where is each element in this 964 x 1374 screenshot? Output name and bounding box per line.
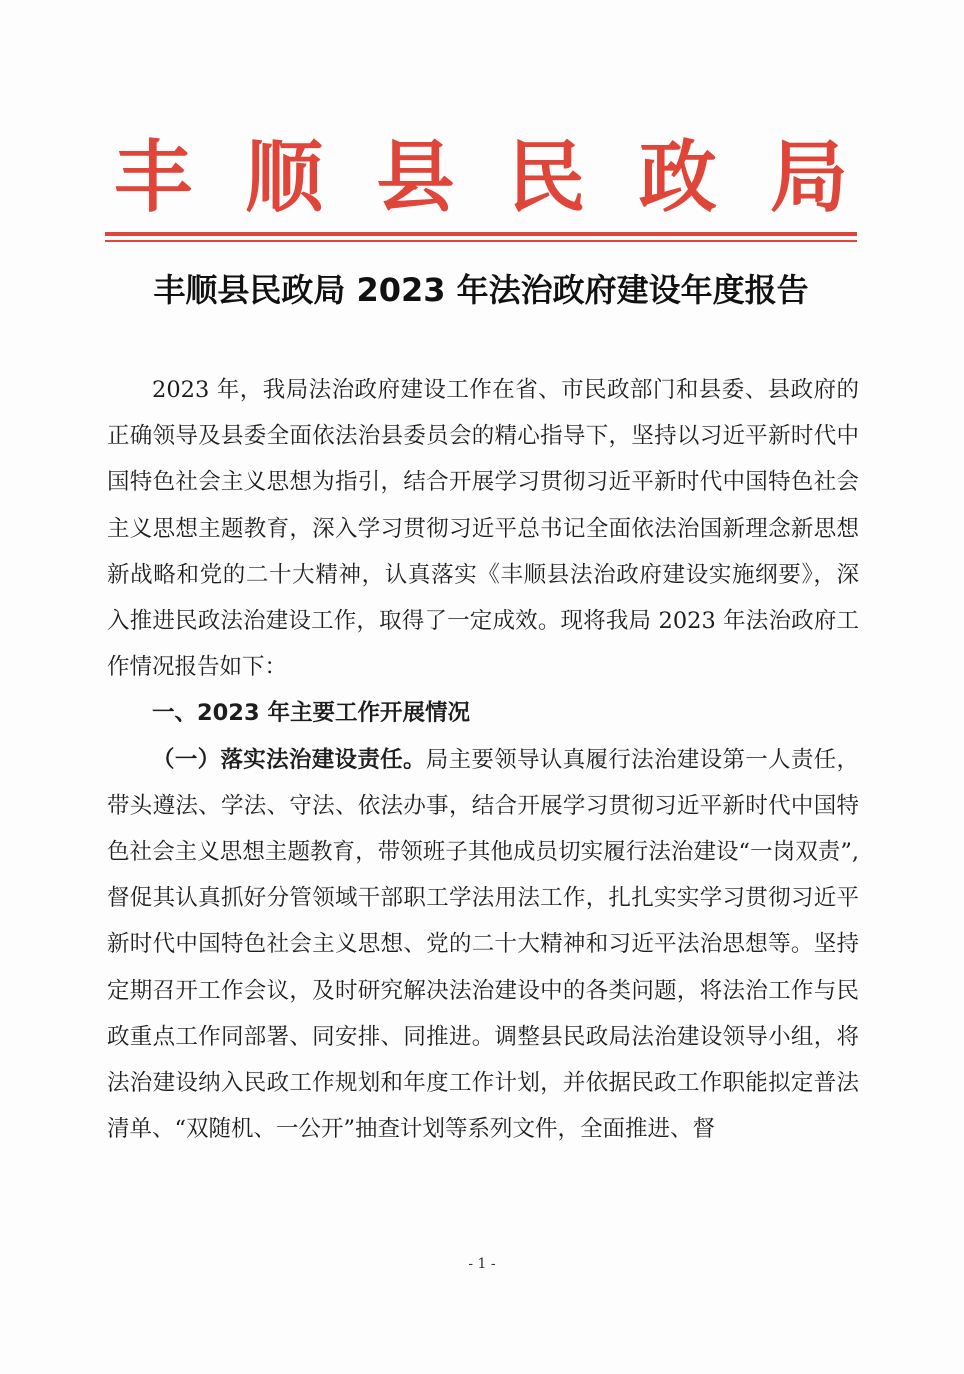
letterhead-char: 县 [376,132,455,223]
letterhead-rule-thick [105,232,857,236]
subsection-paragraph [107,737,859,1153]
subsection-text: 局主要领导认真履行法治建设第一人责任，带头遵法、学法、守法、依法办事，结合开展学习贯彻习近平新时代中国特色社会主义思想主题教育，带领班子其他成员切实履行法治建设“一岗双责”,督促其认真抓好分管领域干部职工学法用法工作，扎扎实实学习贯彻习近平新时代中国特色社会主义思想、党的二十大精神和习近平法治思想等。坚持定期召开工作会议，及时研究解决法治建设中的各类问题，将法治工作与民政重点工作同部署、同安排、同推进。调整县民政局法治建设领导小组，将法治建设纳入民政工作规划和年度工作计划，并依据民政工作职能拟定普法清单、“双随机、一公开”抽查计划等系列文件，全面推进、督 [107,746,859,1143]
section-heading: 一、2023 年主要工作开展情况 [152,700,470,727]
intro-paragraph: 2023 年，我局法治政府建设工作在省、市民政部门和县委、县政府的正确领导及县委全面依法治县委员会的精心指导下，坚持以习近平新时代中国特色社会主义思想为指引，结合开展学习贯彻习近平新时代中国特色社会主义思想主题教育，深入学习贯彻习近平总书记全面依法治国新理念新思想新战略和党的二十大精神，认真落实《丰顺县法治政府建设实施纲要》，深入推进民政法治建设工作，取得了一定成效。现将我局 2023 年法治政府工作情况报告如下： [107,377,859,681]
letterhead-char: 顺 [245,132,324,223]
letterhead-char: 民 [507,132,586,223]
subsection-lead: （一）落实法治建设责任。 [152,746,426,773]
page-number: - 1 - [468,1256,496,1272]
document-body [107,367,859,1152]
letterhead-char: 局 [769,132,848,223]
letterhead-char: 政 [638,132,717,223]
document-title: 丰顺县民政局 2023 年法治政府建设年度报告 [153,271,809,309]
letterhead-rule-thin [105,240,857,242]
agency-letterhead [105,128,857,228]
letterhead-char: 丰 [113,132,192,223]
